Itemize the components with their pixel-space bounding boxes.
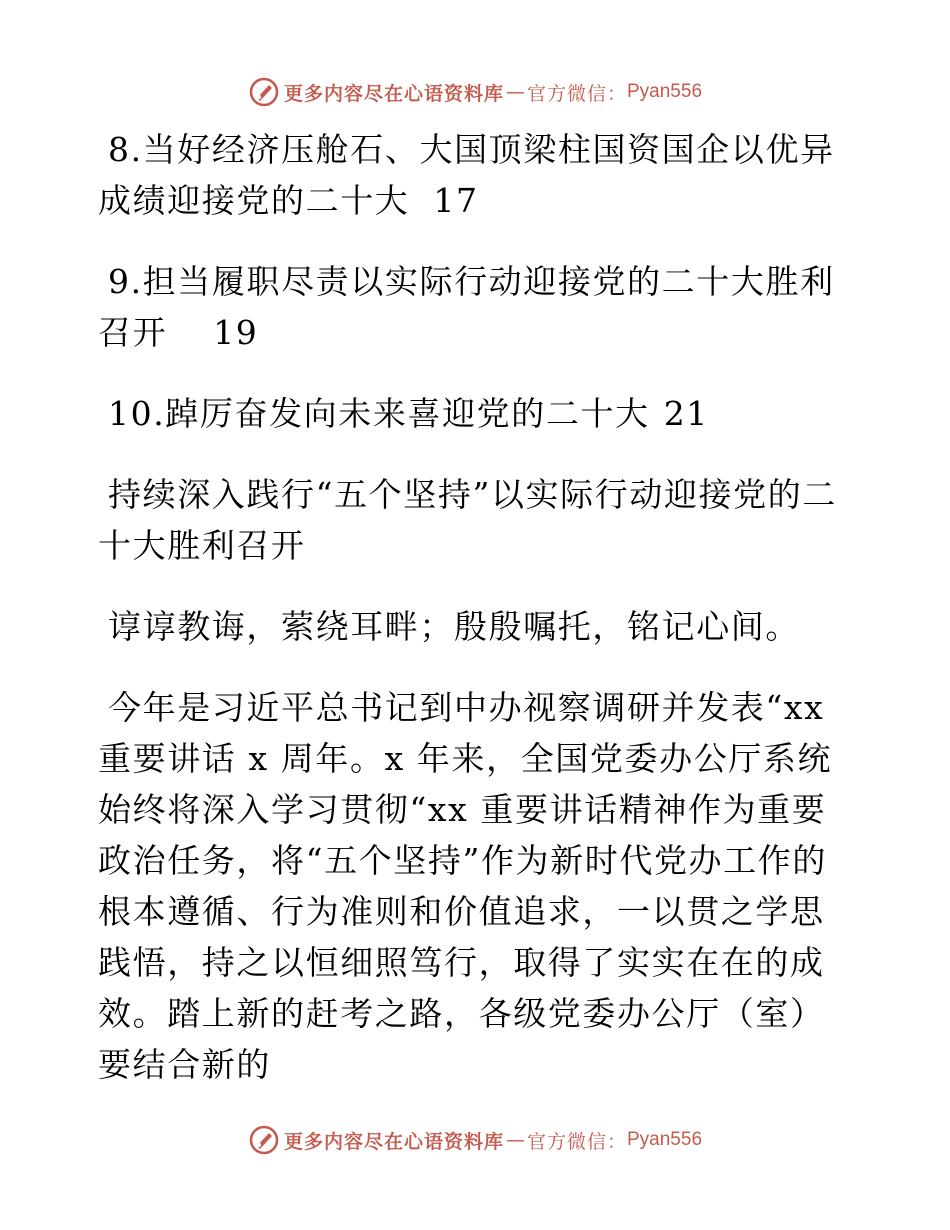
toc-item (98, 256, 858, 358)
toc-item-text: 10.踔厉奋发向未来喜迎党的二十大 (108, 394, 650, 433)
article-title: 持续深入践行“五个坚持”以实际行动迎接党的二十大胜利召开 (98, 475, 837, 565)
banner-dash: — (505, 81, 525, 103)
toc-item-text: 9.担当履职尽责以实际行动迎接党的二十大胜利召开 (98, 262, 835, 352)
banner-dash: — (505, 1129, 525, 1151)
banner-brand: 更多内容尽在心语资料库 (283, 1130, 504, 1153)
document-body (98, 124, 858, 1120)
banner-wechat-id: Pyan556 (627, 1129, 703, 1150)
pen-seal-icon (248, 76, 280, 108)
toc-item-page: 19 (213, 313, 259, 352)
toc-item-page: 21 (663, 394, 709, 433)
article-paragraph: 谆谆教诲，萦绕耳畔；殷殷嘱托，铭记心间。 (108, 607, 800, 646)
toc-item-text: 8.当好经济压舱石、大国顶梁柱国资国企以优异成绩迎接党的二十大 (98, 130, 835, 220)
pen-seal-icon (248, 1124, 280, 1156)
banner-official-label: 官方微信： (526, 82, 627, 105)
footer-banner (0, 1120, 950, 1160)
banner-brand: 更多内容尽在心语资料库 (283, 82, 504, 105)
toc-item (98, 388, 858, 439)
article-paragraph: 今年是习近平总书记到中办视察调研并发表“xx重要讲话 x 周年。x 年来，全国党委办公厅系统始终将深入学习贯彻“xx 重要讲话精神作为重要政治任务，将“五个坚持”作为新时代党办工作的根本遵循、行为准则和价值追求，一以贯之学思践悟，持之以恒细照笃行，取得了实实在在的成效。踏上新的赶考之路，各级党委办公厅（室）要结合新的 (98, 688, 833, 1084)
toc-item-page: 17 (433, 181, 479, 220)
header-banner (0, 72, 950, 112)
banner-official-label: 官方微信： (526, 1130, 627, 1153)
toc-item (98, 124, 858, 226)
banner-wechat-id: Pyan556 (627, 81, 703, 102)
